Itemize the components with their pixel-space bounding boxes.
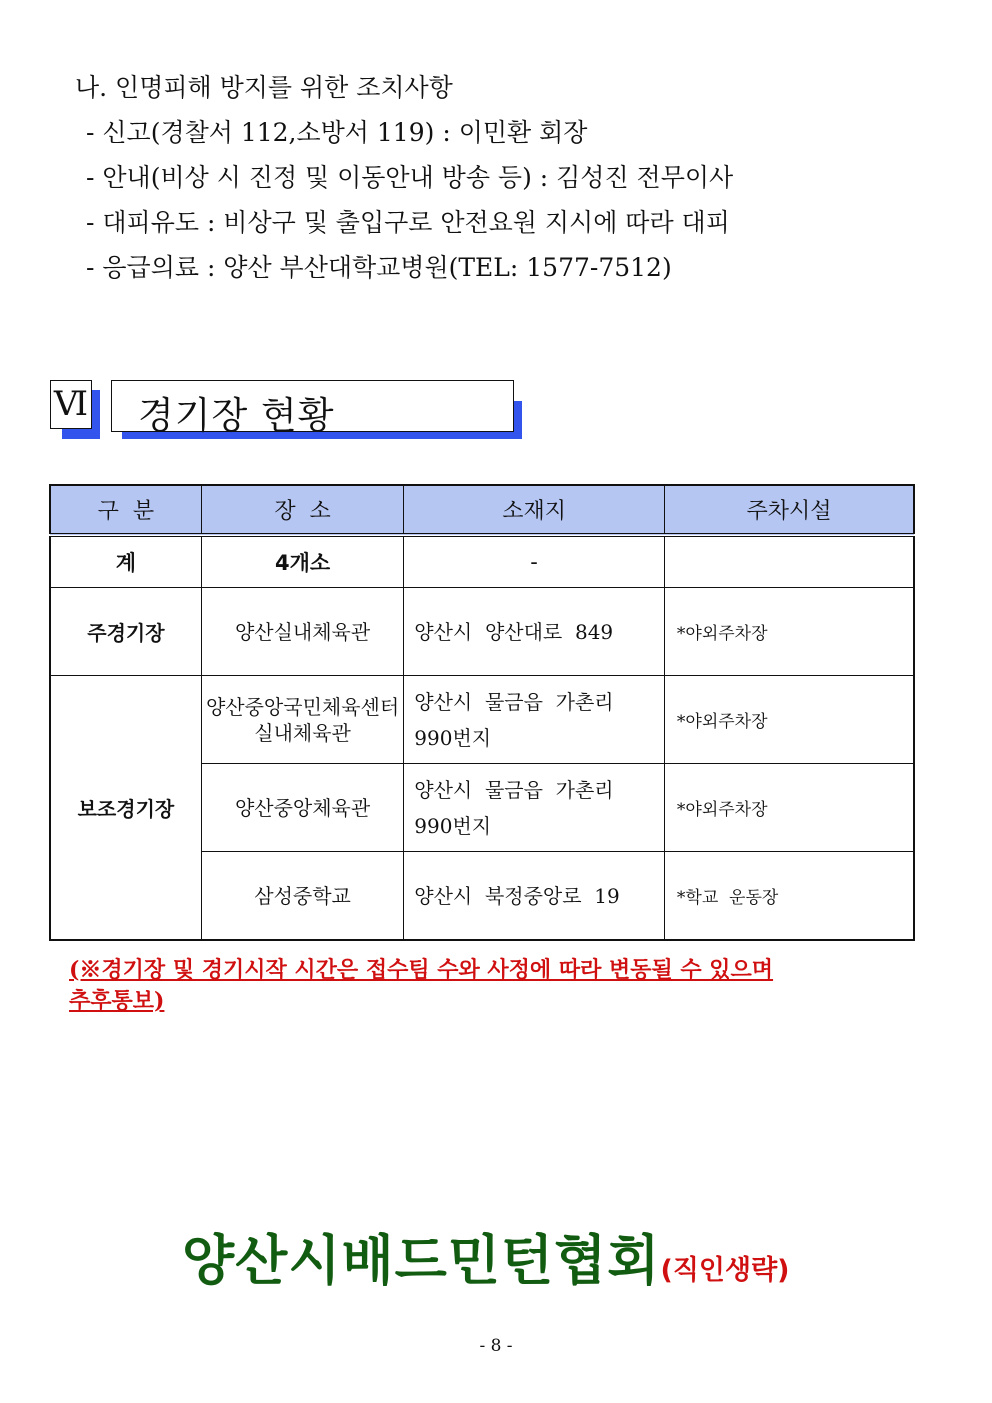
venue-table bbox=[49, 484, 915, 941]
bullet-medical: - 응급의료 : 양산 부산대학교병원(TEL: 1577-7512) bbox=[86, 253, 672, 282]
header-place: 장 소 bbox=[201, 485, 403, 535]
section-number: Ⅵ bbox=[50, 380, 92, 429]
venue-parking: *학교 운동장 bbox=[664, 852, 914, 941]
table-row bbox=[50, 676, 914, 764]
section-a-heading: 나. 인명피해 방지를 위한 조치사항 bbox=[75, 73, 453, 102]
venue-parking: *야외주차장 bbox=[664, 588, 914, 676]
venue-place: 삼성중학교 bbox=[201, 852, 403, 941]
table-row-total bbox=[50, 535, 914, 588]
venue-address: 양산시 양산대로 849 bbox=[404, 588, 665, 676]
venue-place: 양산실내체육관 bbox=[201, 588, 403, 676]
total-count: 4개소 bbox=[201, 535, 403, 588]
venue-place: 양산중앙체육관 bbox=[201, 764, 403, 852]
venue-parking: *야외주차장 bbox=[664, 676, 914, 764]
bullet-report: - 신고(경찰서 112,소방서 119) : 이민환 회장 bbox=[86, 118, 588, 147]
bullet-evacuation: - 대피유도 : 비상구 및 출입구로 안전요원 지시에 따라 대피 bbox=[86, 208, 730, 237]
table-row bbox=[50, 588, 914, 676]
notice-line: (※경기장 및 경기시작 시간은 접수팀 수와 사정에 따라 변동될 수 있으며 bbox=[69, 957, 774, 983]
header-gubun: 구 분 bbox=[50, 485, 201, 535]
notice-line: 추후통보) bbox=[69, 988, 165, 1014]
venue-address: 양산시 북정중앙로 19 bbox=[404, 852, 665, 941]
table-header-row bbox=[50, 485, 914, 535]
total-label: 계 bbox=[50, 535, 201, 588]
total-address: - bbox=[404, 535, 665, 588]
venue-parking: *야외주차장 bbox=[664, 764, 914, 852]
venue-address: 양산시 물금읍 가촌리 990번지 bbox=[404, 676, 665, 764]
main-venue-label: 주경기장 bbox=[50, 588, 201, 676]
sub-venue-label: 보조경기장 bbox=[50, 676, 201, 941]
venue-place: 양산중앙국민체육센터 실내체육관 bbox=[201, 676, 403, 764]
section-title-box bbox=[111, 380, 514, 437]
page-number: - 8 - bbox=[479, 1336, 513, 1356]
organization-signature bbox=[182, 1218, 790, 1295]
section-title: 경기장 현황 bbox=[138, 394, 335, 437]
bullet-guidance: - 안내(비상 시 진정 및 이동안내 방송 등) : 김성진 전무이사 bbox=[86, 163, 734, 192]
organization-name: 양산시배드민턴협회 bbox=[182, 1229, 661, 1292]
venue-address: 양산시 물금읍 가촌리 990번지 bbox=[404, 764, 665, 852]
header-address: 소재지 bbox=[404, 485, 665, 535]
total-parking bbox=[664, 535, 914, 588]
seal-omitted-note: (직인생략) bbox=[660, 1255, 790, 1286]
schedule-notice bbox=[69, 955, 869, 1017]
header-parking: 주차시설 bbox=[664, 485, 914, 535]
